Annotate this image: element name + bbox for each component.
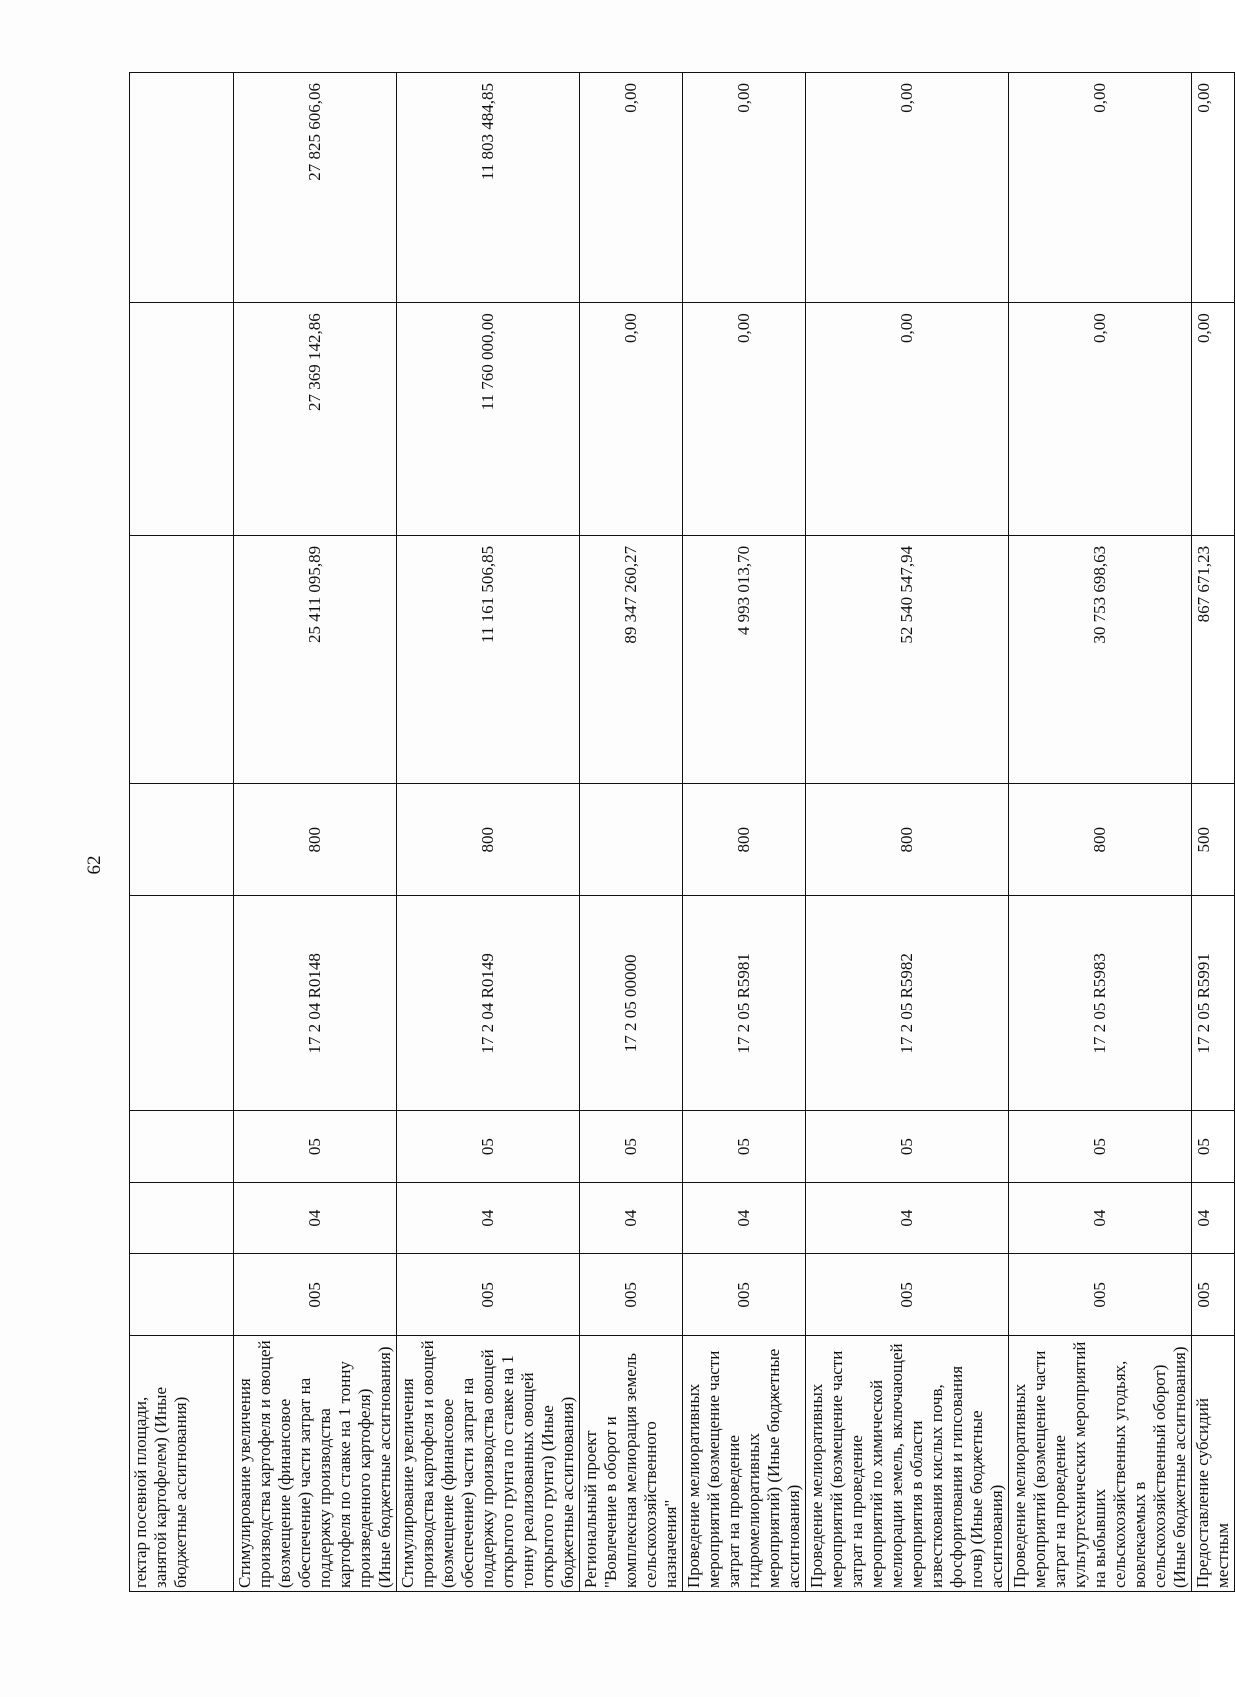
table-row xyxy=(1009,73,1192,1592)
grbs-code: 005 xyxy=(1009,1254,1192,1336)
table-row xyxy=(234,73,397,1592)
amount-year-3: 0,00 xyxy=(1192,73,1235,303)
amount-year-3: 0,00 xyxy=(683,73,806,303)
amount-year-1 xyxy=(130,535,234,783)
target-article-code: 17 2 05 R5983 xyxy=(1009,896,1192,1111)
target-article-code: 17 2 05 00000 xyxy=(580,896,683,1111)
amount-year-1: 867 671,23 xyxy=(1192,535,1235,783)
subsection-code: 05 xyxy=(397,1111,580,1183)
amount-year-1: 25 411 095,89 xyxy=(234,535,397,783)
subsection-code xyxy=(130,1111,234,1183)
expense-type-code xyxy=(130,783,234,896)
grbs-code: 005 xyxy=(580,1254,683,1336)
amount-year-1: 4 993 013,70 xyxy=(683,535,806,783)
amount-year-1: 30 753 698,63 xyxy=(1009,535,1192,783)
grbs-code: 005 xyxy=(234,1254,397,1336)
grbs-code xyxy=(130,1254,234,1336)
table-row xyxy=(580,73,683,1592)
amount-year-2: 27 369 142,86 xyxy=(234,303,397,536)
table-row xyxy=(806,73,1009,1592)
target-article-code: 17 2 05 R5981 xyxy=(683,896,806,1111)
page-number: 62 xyxy=(84,855,105,875)
section-code: 04 xyxy=(1009,1182,1192,1254)
grbs-code: 005 xyxy=(806,1254,1009,1336)
target-article-code: 17 2 04 R0149 xyxy=(397,896,580,1111)
amount-year-3: 0,00 xyxy=(806,73,1009,303)
budget-table xyxy=(129,72,1235,1592)
subsection-code: 05 xyxy=(234,1111,397,1183)
amount-year-3 xyxy=(130,73,234,303)
expense-type-code xyxy=(580,783,683,896)
amount-year-1: 52 540 547,94 xyxy=(806,535,1009,783)
expense-type-code: 800 xyxy=(1009,783,1192,896)
amount-year-3: 0,00 xyxy=(580,73,683,303)
table-row xyxy=(397,73,580,1592)
row-description: Стимулирование увеличения производства картофеля и овощей (возмещение (финансовое обеспечение) части затрат на поддержку производства картофеля по ставке на 1 тонну произведенного картофеля) (Иные бюджетные ассигнования) xyxy=(234,1336,397,1592)
row-description: Проведение мелиоративных мероприятий (возмещение части затрат на проведение гидромелиоративных мероприятий) (Иные бюджетные ассигнования) xyxy=(683,1336,806,1592)
target-article-code: 17 2 04 R0148 xyxy=(234,896,397,1111)
target-article-code xyxy=(130,896,234,1111)
section-code: 04 xyxy=(580,1182,683,1254)
section-code: 04 xyxy=(234,1182,397,1254)
amount-year-2: 0,00 xyxy=(580,303,683,536)
row-description: Предоставление субсидий местным xyxy=(1192,1336,1235,1592)
grbs-code: 005 xyxy=(397,1254,580,1336)
row-description: Проведение мелиоративных мероприятий (возмещение части затрат на проведение мероприятий по химической мелиорации земель, включающей мероприятия в области известкования кислых почв, фосфоритования и гипсования почв) (Иные бюджетные ассигнования) xyxy=(806,1336,1009,1592)
expense-type-code: 800 xyxy=(234,783,397,896)
table-row xyxy=(1192,73,1235,1592)
amount-year-2: 0,00 xyxy=(806,303,1009,536)
amount-year-2: 0,00 xyxy=(1009,303,1192,536)
amount-year-2: 0,00 xyxy=(1192,303,1235,536)
target-article-code: 17 2 05 R5991 xyxy=(1192,896,1235,1111)
section-code: 04 xyxy=(1192,1182,1235,1254)
amount-year-2 xyxy=(130,303,234,536)
rotated-table-container xyxy=(129,72,1232,1592)
expense-type-code: 800 xyxy=(683,783,806,896)
section-code: 04 xyxy=(397,1182,580,1254)
expense-type-code: 500 xyxy=(1192,783,1235,896)
amount-year-3: 0,00 xyxy=(1009,73,1192,303)
table-row xyxy=(683,73,806,1592)
target-article-code: 17 2 05 R5982 xyxy=(806,896,1009,1111)
grbs-code: 005 xyxy=(1192,1254,1235,1336)
amount-year-1: 11 161 506,85 xyxy=(397,535,580,783)
row-description: Региональный проект "Вовлечение в оборот и комплексная мелиорация земель сельскохозяйственного назначения" xyxy=(580,1336,683,1592)
subsection-code: 05 xyxy=(1192,1111,1235,1183)
amount-year-2: 11 760 000,00 xyxy=(397,303,580,536)
row-description: Стимулирование увеличения производства картофеля и овощей (возмещение (финансовое обеспечение) части затрат на поддержку производства овощей открытого грунта по ставке на 1 тонну реализованных овощей открытого грунта) (Иные бюджетные ассигнования) xyxy=(397,1336,580,1592)
grbs-code: 005 xyxy=(683,1254,806,1336)
section-code xyxy=(130,1182,234,1254)
subsection-code: 05 xyxy=(683,1111,806,1183)
expense-type-code: 800 xyxy=(806,783,1009,896)
amount-year-3: 27 825 606,06 xyxy=(234,73,397,303)
section-code: 04 xyxy=(806,1182,1009,1254)
subsection-code: 05 xyxy=(1009,1111,1192,1183)
subsection-code: 05 xyxy=(580,1111,683,1183)
section-code: 04 xyxy=(683,1182,806,1254)
row-description: Проведение мелиоративных мероприятий (возмещение части затрат на проведение культуртехнических мероприятий на выбывших сельскохозяйственных угодьях, вовлекаемых в сельскохозяйственный оборот) (Иные бюджетные ассигнования) xyxy=(1009,1336,1192,1592)
table-row xyxy=(130,73,234,1592)
subsection-code: 05 xyxy=(806,1111,1009,1183)
expense-type-code: 800 xyxy=(397,783,580,896)
row-description: гектар посевной площади, занятой картофелем) (Иные бюджетные ассигнования) xyxy=(130,1336,234,1592)
amount-year-3: 11 803 484,85 xyxy=(397,73,580,303)
amount-year-2: 0,00 xyxy=(683,303,806,536)
amount-year-1: 89 347 260,27 xyxy=(580,535,683,783)
